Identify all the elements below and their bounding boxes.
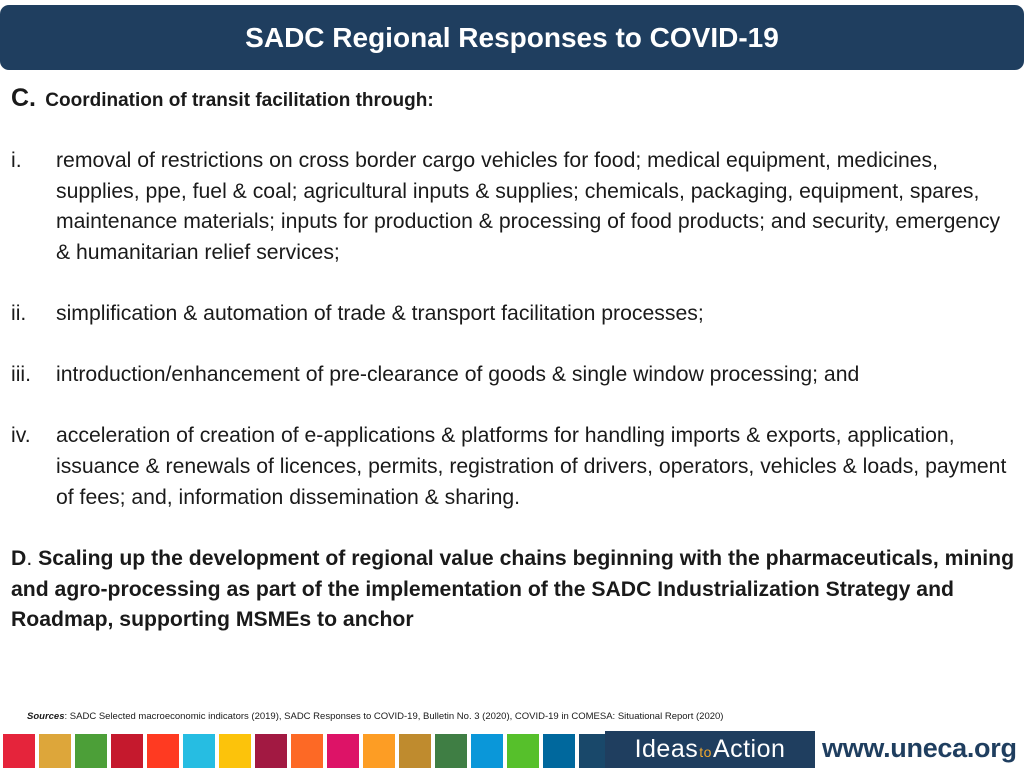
section-d-paragraph bbox=[11, 544, 1016, 636]
uneca-url-link[interactable]: www.uneca.org bbox=[822, 733, 1017, 763]
sdg-color-block bbox=[111, 734, 143, 768]
sdg-color-block bbox=[435, 734, 467, 768]
title-bar bbox=[0, 5, 1024, 70]
sources-label: Sources bbox=[27, 711, 65, 722]
section-d-text: Scaling up the development of regional value chains beginning with the pharmaceuticals, mining and agro-processing as part of the implementation of the SADC Industrialization Strategy and Roadmap, supporting MSMEs to anchor bbox=[11, 547, 1015, 632]
section-d-dot: . bbox=[26, 547, 39, 570]
list-item bbox=[11, 360, 1011, 391]
sdg-color-block bbox=[471, 734, 503, 768]
list-item-number: ii. bbox=[11, 301, 27, 325]
footer-banner bbox=[0, 731, 1024, 768]
list-item-text: acceleration of creation of e-applications & platforms for handling imports & exports, application, issuance & renewals of licences, permits, registration of drivers, operators, vehicles & loads, payment of fees; and, information dissemination & sharing. bbox=[56, 424, 1007, 509]
sources-text: SADC Selected macroeconomic indicators (2019), SADC Responses to COVID-19, Bulletin No. 3 (2020), COVID-19 in COMESA: Situational Report (2020) bbox=[69, 711, 724, 722]
sources-note bbox=[27, 711, 723, 722]
section-c-letter: C. bbox=[11, 84, 36, 112]
sdg-color-block bbox=[219, 734, 251, 768]
list-item bbox=[11, 299, 1011, 330]
list-item-text: removal of restrictions on cross border cargo vehicles for food; medical equipment, medicines, supplies, ppe, fuel & coal; agricultural inputs & supplies; chemicals, packaging, equipment, spares, maintenance materials; inputs for production & processing of food products; and security, emergency & humanitarian relief services; bbox=[56, 149, 1001, 264]
sdg-color-block bbox=[291, 734, 323, 768]
sdg-color-block bbox=[147, 734, 179, 768]
ideas-word: Ideas bbox=[634, 735, 699, 763]
sdg-color-block bbox=[3, 734, 35, 768]
list-item-number: iii. bbox=[11, 363, 32, 387]
list-item bbox=[11, 421, 1011, 513]
list-item-text: simplification & automation of trade & transport facilitation processes; bbox=[56, 301, 704, 325]
sdg-color-block bbox=[255, 734, 287, 768]
sdg-color-block bbox=[39, 734, 71, 768]
sdg-color-block bbox=[183, 734, 215, 768]
section-d-letter: D bbox=[11, 547, 27, 570]
list-item bbox=[11, 146, 1011, 268]
sdg-color-block bbox=[75, 734, 107, 768]
sdg-color-block bbox=[507, 734, 539, 768]
section-c-heading bbox=[11, 84, 1011, 113]
list-item-number: iv. bbox=[11, 424, 31, 448]
to-word: to bbox=[699, 744, 712, 760]
sdg-color-block bbox=[363, 734, 395, 768]
ideas-to-action-text bbox=[635, 735, 786, 764]
sources-colon: : bbox=[64, 711, 70, 722]
sdg-color-strip bbox=[0, 731, 615, 768]
sdg-color-block bbox=[327, 734, 359, 768]
sdg-color-block bbox=[543, 734, 575, 768]
section-c-heading-text: Coordination of transit facilitation through: bbox=[45, 90, 434, 111]
transit-facilitation-list bbox=[11, 146, 1011, 544]
ideas-to-action-logo bbox=[605, 731, 815, 768]
list-item-text: introduction/enhancement of pre-clearance of goods & single window processing; and bbox=[56, 363, 860, 387]
page-title: SADC Regional Responses to COVID-19 bbox=[245, 21, 779, 53]
list-item-number: i. bbox=[11, 149, 22, 172]
action-word: Action bbox=[712, 735, 786, 763]
sdg-color-block bbox=[399, 734, 431, 768]
